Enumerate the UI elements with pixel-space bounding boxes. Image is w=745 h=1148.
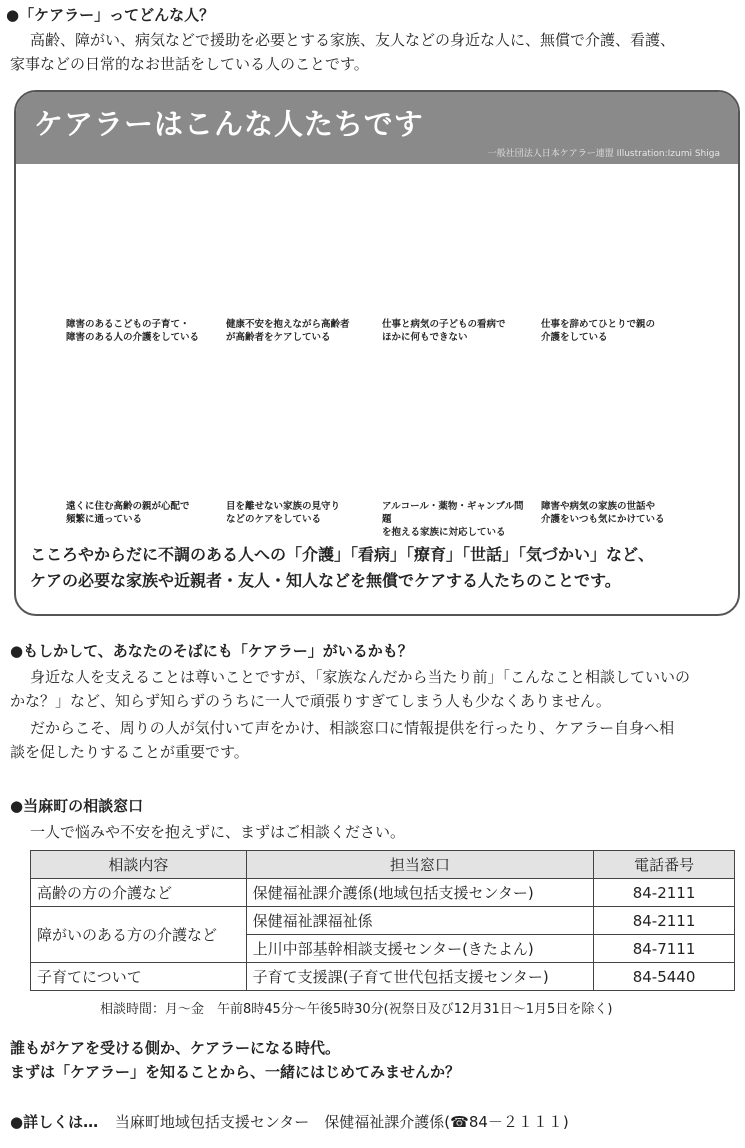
caption-bottom-4: 障害や病気の家族の世話や 介護をいつも気にかけている [541,501,665,525]
box-credit: 一般社団法人日本ケアラー連盟 Illustration:Izumi Shiga [487,149,720,159]
section2-line2: かな？」など、知らず知らずのうちに一人で頑張りすぎてしまう人も少なくありません。 [10,692,611,710]
header-topic: 相談内容 [31,851,247,879]
caption-top-3: 仕事と病気の子どもの看病で ほかに何もできない [382,319,506,343]
row4-topic: 子育てについて [31,963,247,991]
table-row [31,879,735,907]
row4-office: 子育て支援課(子育て世代包括支援センター) [246,963,593,991]
row3-phone: 84-7111 [594,935,735,963]
row2-phone: 84-2111 [594,907,735,935]
footer-contact [10,1110,569,1134]
table-header-row [31,851,735,879]
section2-line4: 談を促したりすることが重要です。 [10,743,249,761]
row2-topic: 障がいのある方の介護など [31,907,247,963]
carer-info-box [14,90,740,616]
footer-label: ●詳しくは… [10,1113,99,1131]
footer-phone: ☎84－２１１１) [450,1113,569,1131]
section1-line2: 家事などの日常的なお世話をしている人のことです。 [10,55,369,73]
section-heading-consultation: ●当麻町の相談窓口 [10,797,144,815]
header-phone: 電話番号 [594,851,735,879]
section-heading-carer-nearby: ●もしかして、あなたのそばにも「ケアラー」がいるかも？ [10,642,413,660]
box-title: ケアラーはこんな人たちです [34,107,424,141]
row1-phone: 84-2111 [594,879,735,907]
section2-line3: だからこそ、周りの人が気付いて声をかけ、相談窓口に情報提供を行ったり、ケアラー自身へ相 [30,719,675,737]
caption-bottom-3: アルコール・薬物・ギャンブル問題 を抱える家族に対応している [382,501,524,538]
closing-line1: 誰もがケアを受ける側か、ケアラーになる時代。 [10,1039,341,1057]
section-heading-what-is-carer: ●「ケアラー」ってどんな人？ [6,6,215,24]
caption-top-1: 障害のあるこどもの子育て・ 障害のある人の介護をしている [66,319,200,343]
caption-top-4: 仕事を辞めてひとりで親の 介護をしている [541,319,656,343]
caption-bottom-2: 目を離せない家族の見守り などのケアをしている [226,501,341,525]
footer-text: 当麻町地域包括支援センター 保健福祉課介護係( [114,1113,451,1131]
section2-line1: 身近な人を支えることは尊いことですが、「家族なんだから当たり前」「こんなこと相談していいの [30,668,691,686]
section3-intro: 一人で悩みや不安を抱えずに、まずはご相談ください。 [30,823,406,841]
row1-topic: 高齢の方の介護など [31,879,247,907]
table-row [31,907,735,935]
row2-office: 保健福祉課福祉係 [246,907,593,935]
consultation-table [30,850,735,991]
section1-line1: 高齢、障がい、病気などで援助を必要とする家族、友人などの身近な人に、無償で介護、看護、 [30,31,676,49]
consultation-hours: 相談時間：月～金 午前8時45分～午後5時30分(祝祭日及び12月31日～1月5日を除く) [100,1002,613,1017]
box-summary: こころやからだに不調のある人への「介護」「看病」「療育」「世話」「気づかい」など、 ケアの必要な家族や近親者・友人・知人などを無償でケアする人たちのことです。 [30,545,655,590]
box-header-band [16,92,738,164]
caption-top-2: 健康不安を抱えながら高齢者 が高齢者をケアしている [226,319,350,343]
header-office: 担当窓口 [246,851,593,879]
row1-office: 保健福祉課介護係(地域包括支援センター) [246,879,593,907]
row4-phone: 84-5440 [594,963,735,991]
row3-office: 上川中部基幹相談支援センター(きたよん) [246,935,593,963]
caption-bottom-1: 遠くに住む高齢の親が心配で 頻繁に通っている [66,501,190,525]
table-row [31,963,735,991]
closing-line2: まずは「ケアラー」を知ることから、一緒にはじめてみませんか？ [10,1063,461,1081]
